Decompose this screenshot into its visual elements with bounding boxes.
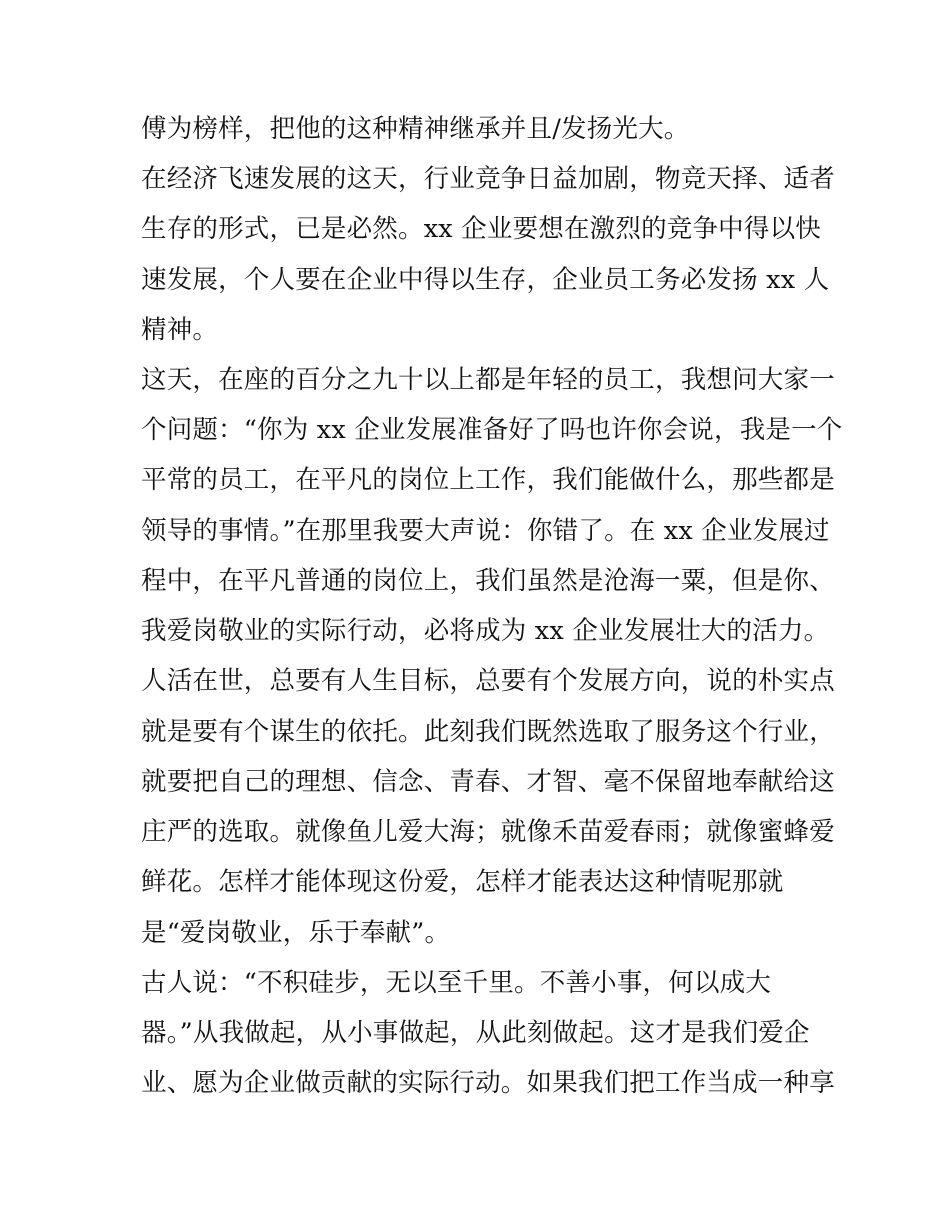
text-line: 精神。 xyxy=(141,315,219,345)
text-line: 平常的员工，在平凡的岗位上工作，我们能做什么，那些都是 xyxy=(141,465,835,495)
text-line: 器。”从我做起，从小事做起，从此刻做起。这才是我们爱企 xyxy=(141,1018,810,1048)
text-line: 庄严的选取。就像鱼儿爱大海；就像禾苗爱春雨；就像蜜蜂爱 xyxy=(141,817,835,847)
text-line: 领导的事情。”在那里我要大声说：你错了。在 xx 企业发展过 xyxy=(141,516,830,546)
text-line: 是“爱岗敬业，乐于奉献”。 xyxy=(141,918,451,948)
text-line: 就是要有个谋生的依托。此刻我们既然选取了服务这个行业， xyxy=(141,717,835,747)
text-line: 就要把自己的理想、信念、青春、才智、毫不保留地奉献给这 xyxy=(141,767,835,797)
text-line: 古人说：“不积硅步，无以至千里。不善小事，何以成大 xyxy=(141,968,772,998)
text-line: 人活在世，总要有人生目标，总要有个发展方向，说的朴实点 xyxy=(141,666,835,696)
text-line: 业、愿为企业做贡献的实际行动。如果我们把工作当成一种享 xyxy=(141,1068,835,1098)
text-line: 鲜花。怎样才能体现这份爱，怎样才能表达这种情呢那就 xyxy=(141,867,784,897)
text-line: 程中，在平凡普通的岗位上，我们虽然是沧海一粟，但是你、 xyxy=(141,566,835,596)
text-line: 个问题：“你为 xx 企业发展准备好了吗也许你会说，我是一个 xyxy=(141,415,843,445)
text-line: 我爱岗敬业的实际行动，必将成为 xx 企业发展壮大的活力。 xyxy=(141,616,830,646)
text-line: 傅为榜样，把他的这种精神继承并且/发扬光大。 xyxy=(141,114,690,144)
text-line: 速发展，个人要在企业中得以生存，企业员工务必发扬 xx 人 xyxy=(141,265,830,295)
text-line: 这天，在座的百分之九十以上都是年轻的员工，我想问大家一 xyxy=(141,365,835,395)
text-line: 生存的形式，已是必然。xx 企业要想在激烈的竞争中得以快 xyxy=(141,214,821,244)
text-line: 在经济飞速发展的这天，行业竞争日益加剧，物竞天择、适者 xyxy=(141,164,835,194)
